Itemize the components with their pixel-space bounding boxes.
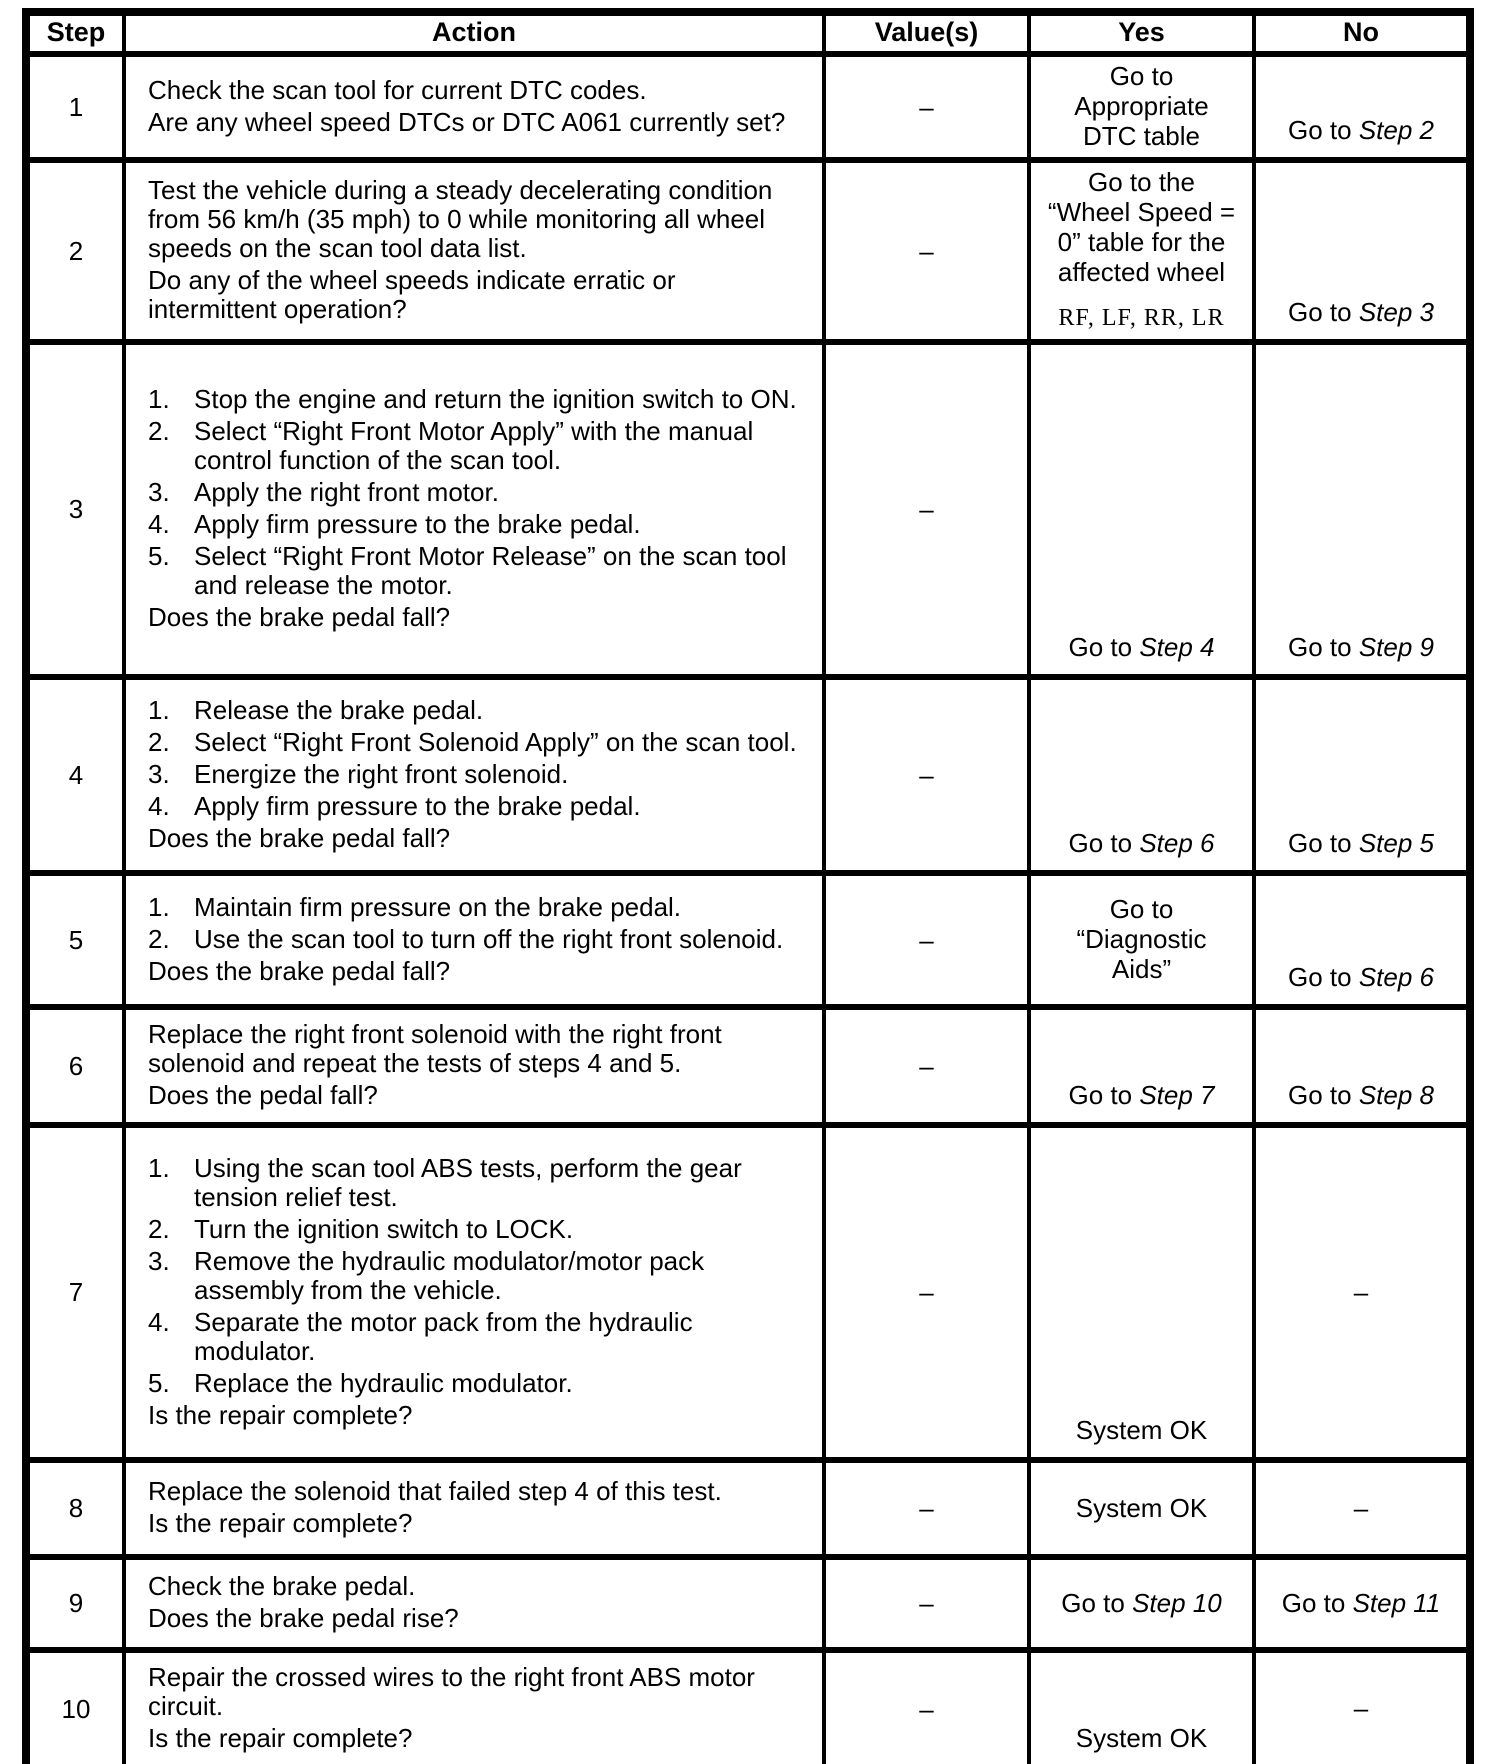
action-cell (124, 1125, 824, 1460)
action-list-item (148, 893, 808, 922)
step-cell: 7 (26, 1125, 124, 1460)
list-item-text: Select “Right Front Motor Apply” with the manual control function of the scan tool. (194, 416, 754, 475)
yes-cell (1029, 1557, 1254, 1650)
no-cell (1254, 873, 1470, 1007)
table-row (26, 160, 1470, 342)
no-cell (1254, 1125, 1470, 1460)
action-cell (124, 873, 824, 1007)
outcome-line (1037, 91, 1246, 121)
outcome-line (1037, 303, 1246, 333)
action-paragraph: Repair the crossed wires to the right front ABS motor circuit. (148, 1662, 755, 1721)
action-list-item (148, 1154, 808, 1212)
no-cell (1254, 1650, 1470, 1764)
outcome-text: Go to (1068, 632, 1140, 662)
list-item-text: Select “Right Front Motor Release” on the scan tool and release the motor. (194, 541, 787, 600)
outcome-line (1037, 828, 1246, 858)
list-item-text: Release the brake pedal. (194, 694, 484, 725)
table-row (26, 1460, 1470, 1557)
outcome-line (1262, 962, 1460, 992)
step-cell: 8 (26, 1460, 124, 1557)
outcome-line (1262, 115, 1460, 145)
action-list-item (148, 792, 808, 821)
step-reference: Step 5 (1358, 828, 1434, 858)
step-reference: Step 7 (1139, 1080, 1215, 1110)
outcome-line (1262, 297, 1460, 327)
action-list-item (148, 478, 808, 507)
outcome-line (1037, 227, 1246, 257)
step-reference: Step 3 (1358, 297, 1434, 327)
list-item-number: 3. (148, 1245, 170, 1276)
outcome-line (1037, 167, 1246, 197)
list-item-text: Apply the right front motor. (194, 477, 499, 507)
action-list-item (148, 510, 808, 539)
list-item-number: 4. (148, 790, 170, 821)
outcome-text: Go to (1288, 828, 1359, 858)
table-row (26, 1007, 1470, 1125)
action-list-item (148, 728, 808, 757)
step-cell: 2 (26, 160, 124, 342)
outcome-text: Go to (1109, 61, 1174, 91)
list-item-text: Using the scan tool ABS tests, perform the gear tension relief test. (194, 1152, 742, 1212)
header-values: Value(s) (824, 12, 1029, 54)
action-list-item (148, 1247, 808, 1305)
list-item-text: Replace the hydraulic modulator. (194, 1367, 573, 1398)
outcome-line (1037, 1415, 1246, 1445)
yes-cell (1029, 1125, 1254, 1460)
values-cell: – (824, 1460, 1029, 1557)
no-cell (1254, 1460, 1470, 1557)
list-item-number: 3. (148, 758, 170, 789)
values-cell: – (824, 1557, 1029, 1650)
outcome-line (1037, 954, 1246, 984)
yes-cell (1029, 1460, 1254, 1557)
list-item-text: Remove the hydraulic modulator/motor pack assembly from the vehicle. (194, 1245, 705, 1305)
outcome-line (1262, 1277, 1460, 1307)
table-row (26, 1125, 1470, 1460)
action-paragraph: Does the brake pedal fall? (148, 822, 451, 853)
yes-cell (1029, 1650, 1254, 1764)
step-reference: Step 11 (1352, 1587, 1441, 1618)
step-reference: Step 4 (1139, 632, 1215, 662)
action-paragraph: Is the repair complete? (148, 1399, 413, 1430)
outcome-line (1037, 924, 1246, 954)
step-cell: 6 (26, 1007, 124, 1125)
action-list-item (148, 760, 808, 789)
step-reference: Step 9 (1358, 632, 1434, 662)
outcome-line (1037, 894, 1246, 924)
action-list-item (148, 1215, 808, 1244)
outcome-text: Go to (1109, 894, 1174, 924)
action-cell (124, 1007, 824, 1125)
action-list-item (148, 417, 808, 475)
outcome-text: Go to (1288, 632, 1359, 662)
list-item-text: Select “Right Front Solenoid Apply” on the scan tool. (194, 726, 797, 757)
outcome-line (1262, 1080, 1460, 1110)
header-no: No (1254, 12, 1470, 54)
values-cell: – (824, 342, 1029, 677)
action-paragraph: Are any wheel speed DTCs or DTC A061 currently set? (148, 106, 786, 137)
no-cell (1254, 342, 1470, 677)
step-reference: Step 8 (1358, 1080, 1434, 1110)
outcome-text: RF, LF, RR, LR (1058, 305, 1225, 331)
no-cell (1254, 54, 1470, 160)
list-item-number: 3. (148, 477, 170, 507)
diagnostic-table-body (26, 54, 1470, 1764)
step-cell: 1 (26, 54, 124, 160)
outcome-line (1037, 632, 1246, 662)
outcome-text: System OK (1075, 1723, 1208, 1753)
values-cell: – (824, 873, 1029, 1007)
table-row (26, 677, 1470, 873)
outcome-line (1037, 1588, 1246, 1618)
step-cell: 9 (26, 1557, 124, 1650)
yes-cell (1029, 342, 1254, 677)
outcome-text: Go to (1061, 1587, 1133, 1618)
list-item-number: 1. (148, 384, 170, 414)
action-paragraph: Check the scan tool for current DTC codes. (148, 74, 647, 105)
action-list-item (148, 1308, 808, 1366)
action-cell (124, 1460, 824, 1557)
header-yes: Yes (1029, 12, 1254, 54)
action-paragraph: Is the repair complete? (148, 1508, 413, 1538)
table-row (26, 1650, 1470, 1764)
outcome-text: Go to the (1088, 167, 1195, 197)
outcome-text: 0” table for the (1057, 227, 1226, 257)
header-step: Step (26, 12, 124, 54)
action-list-item (148, 1369, 808, 1398)
no-cell (1254, 1557, 1470, 1650)
list-item-number: 1. (148, 891, 170, 922)
outcome-line (1037, 61, 1246, 91)
step-reference: Step 6 (1358, 962, 1434, 992)
outcome-text: System OK (1075, 1492, 1208, 1523)
action-paragraph: Check the brake pedal. (148, 1571, 416, 1601)
outcome-text: Go to (1068, 828, 1140, 858)
outcome-text: System OK (1075, 1415, 1208, 1445)
action-paragraph: Do any of the wheel speeds indicate erratic or intermittent operation? (148, 265, 676, 324)
outcome-text: DTC table (1082, 121, 1201, 151)
outcome-line (1262, 828, 1460, 858)
yes-cell (1029, 54, 1254, 160)
no-cell (1254, 1007, 1470, 1125)
step-cell: 4 (26, 677, 124, 873)
list-item-number: 1. (148, 1152, 170, 1183)
step-cell: 3 (26, 342, 124, 677)
list-item-text: Separate the motor pack from the hydraulic modulator. (194, 1306, 693, 1366)
outcome-line (1037, 121, 1246, 151)
list-item-text: Apply firm pressure to the brake pedal. (194, 790, 641, 821)
action-paragraph: Does the pedal fall? (148, 1080, 378, 1110)
outcome-line (1037, 197, 1246, 227)
step-reference: Step 2 (1358, 115, 1434, 145)
table-row (26, 54, 1470, 160)
outcome-text: Go to (1288, 115, 1359, 145)
list-item-number: 2. (148, 1213, 170, 1244)
values-cell: – (824, 1007, 1029, 1125)
action-cell (124, 1650, 824, 1764)
table-row (26, 1557, 1470, 1650)
step-cell: 5 (26, 873, 124, 1007)
outcome-text: Go to (1068, 1080, 1140, 1110)
header-action: Action (124, 12, 824, 54)
table-row (26, 342, 1470, 677)
action-paragraph: Does the brake pedal rise? (148, 1603, 459, 1633)
outcome-text: “Diagnostic (1076, 924, 1207, 954)
outcome-text: – (1353, 1492, 1369, 1523)
yes-cell (1029, 160, 1254, 342)
action-list-item (148, 925, 808, 954)
yes-cell (1029, 677, 1254, 873)
outcome-text: Go to (1288, 1080, 1359, 1110)
step-reference: Step 6 (1139, 828, 1215, 858)
list-item-text: Apply firm pressure to the brake pedal. (194, 509, 641, 539)
outcome-line (1037, 1493, 1246, 1523)
list-item-number: 1. (148, 694, 170, 725)
action-list-item (148, 696, 808, 725)
list-item-number: 5. (148, 1367, 170, 1398)
outcome-line (1262, 1693, 1460, 1723)
outcome-text: – (1353, 1276, 1369, 1307)
action-paragraph: Does the brake pedal fall? (148, 602, 451, 632)
values-cell: – (824, 1650, 1029, 1764)
action-list-item (148, 385, 808, 414)
outcome-text: Appropriate (1074, 91, 1209, 121)
action-list-item (148, 542, 808, 600)
outcome-text: – (1353, 1693, 1369, 1723)
action-cell (124, 677, 824, 873)
step-cell: 10 (26, 1650, 124, 1764)
no-cell (1254, 677, 1470, 873)
action-cell (124, 54, 824, 160)
list-item-number: 4. (148, 1306, 170, 1337)
outcome-text: Go to (1281, 1587, 1353, 1618)
no-cell (1254, 160, 1470, 342)
outcome-text: affected wheel (1057, 257, 1226, 287)
outcome-line (1037, 1080, 1246, 1110)
list-item-text: Maintain firm pressure on the brake pedal. (194, 891, 682, 922)
values-cell: – (824, 677, 1029, 873)
list-item-number: 4. (148, 509, 170, 539)
list-item-text: Use the scan tool to turn off the right front solenoid. (194, 923, 784, 954)
yes-cell (1029, 1007, 1254, 1125)
action-paragraph: Test the vehicle during a steady decelerating condition from 56 km/h (35 mph) to 0 while monitoring all wheel speeds on the scan tool data list. (148, 175, 773, 263)
action-paragraph: Does the brake pedal fall? (148, 955, 451, 986)
action-cell (124, 1557, 824, 1650)
action-paragraph: Is the repair complete? (148, 1723, 413, 1753)
outcome-line (1262, 632, 1460, 662)
list-item-number: 2. (148, 726, 170, 757)
list-item-number: 2. (148, 923, 170, 954)
step-reference: Step 10 (1132, 1587, 1222, 1618)
action-cell (124, 342, 824, 677)
list-item-text: Stop the engine and return the ignition switch to ON. (194, 384, 797, 414)
action-paragraph: Replace the right front solenoid with the right front solenoid and repeat the tests of steps 4 and 5. (148, 1019, 722, 1078)
action-cell (124, 160, 824, 342)
outcome-line (1037, 1723, 1246, 1753)
outcome-line (1037, 257, 1246, 287)
diagnostic-table (22, 8, 1474, 1764)
values-cell: – (824, 160, 1029, 342)
outcome-line (1262, 1493, 1460, 1523)
outcome-text: Aids” (1111, 954, 1172, 984)
values-cell: – (824, 1125, 1029, 1460)
table-row (26, 873, 1470, 1007)
action-paragraph: Replace the solenoid that failed step 4 of this test. (148, 1476, 722, 1506)
yes-cell (1029, 873, 1254, 1007)
list-item-number: 5. (148, 541, 170, 571)
values-cell: – (824, 54, 1029, 160)
list-item-text: Energize the right front solenoid. (194, 758, 569, 789)
outcome-line (1262, 1588, 1460, 1618)
header-row (26, 12, 1470, 54)
outcome-text: “Wheel Speed = (1047, 197, 1236, 227)
list-item-text: Turn the ignition switch to LOCK. (194, 1213, 574, 1244)
outcome-text: Go to (1288, 297, 1359, 327)
outcome-text: Go to (1288, 962, 1359, 992)
list-item-number: 2. (148, 416, 170, 446)
